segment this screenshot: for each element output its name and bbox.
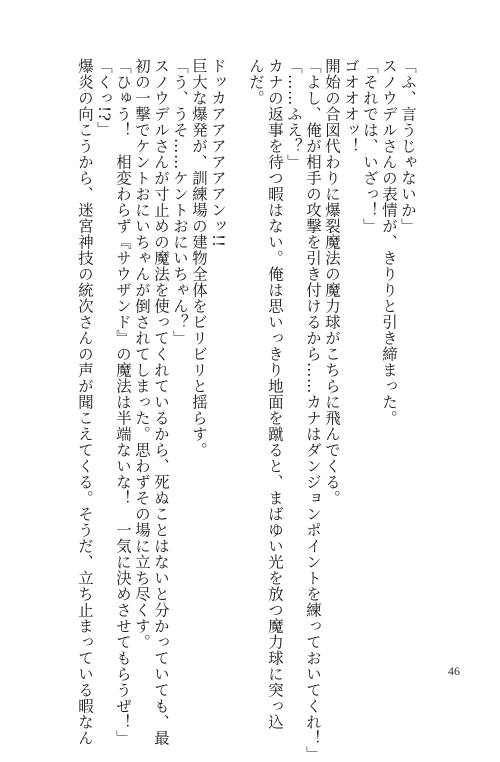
text-line: 「よし、俺が相手の攻撃を引き付けるから……カナはダンジョンポイントを練っておいてくれ！」 <box>304 58 322 762</box>
text-line: 爆炎の向こうから、迷宮神技の統次さんの声が聞こえてくる。そうだ、立ち止まっている暇なん <box>76 58 94 746</box>
text-line: 「ふ、言うじゃないか」 <box>399 58 417 234</box>
text-line: 「くっ!?」 <box>95 58 113 138</box>
text-line: 「ひゅう！ 相変わらず『サウザンド』の魔法は半端ないな！ 一気に決めさせてもらうぜ！」 <box>114 58 132 746</box>
text-line: カナの返事を待つ暇はない。俺は思いっきり地面を蹴ると、まばゆい光を放つ魔力球に突っ込 <box>266 58 284 730</box>
blank-line <box>229 58 245 643</box>
text-line: 初の一撃でケントおにいちゃんが倒されてしまった。思わずその場に立ち尽くす。 <box>133 58 151 650</box>
text-line: 「それでは、いざっ！」 <box>361 58 379 234</box>
text-line: スノウデルさんが寸止めの魔法を使ってくれているから、死ぬことはないと分かっていても、最 <box>152 58 170 746</box>
vertical-text-body <box>76 58 417 762</box>
text-line: 「う、うそ……ケントおにいちゃん？」 <box>171 58 189 346</box>
text-line: 開始の合図代わりに爆裂魔法の魔力球がこちらに飛んでくる。 <box>323 58 341 506</box>
page-number: 46 <box>448 664 460 678</box>
text-line: ドッカアアアアアアンッ!! <box>209 58 227 248</box>
text-line: んだ。 <box>247 58 265 106</box>
text-line: ゴオオオッ！ <box>342 58 360 154</box>
text-line: 巨大な爆発が、訓練場の建物全体をビリビリと揺らす。 <box>190 58 208 458</box>
text-line: スノウデルさんの表情が、きりりと引き締まった。 <box>380 58 398 426</box>
text-line: 「……ふえ？」 <box>285 58 303 170</box>
